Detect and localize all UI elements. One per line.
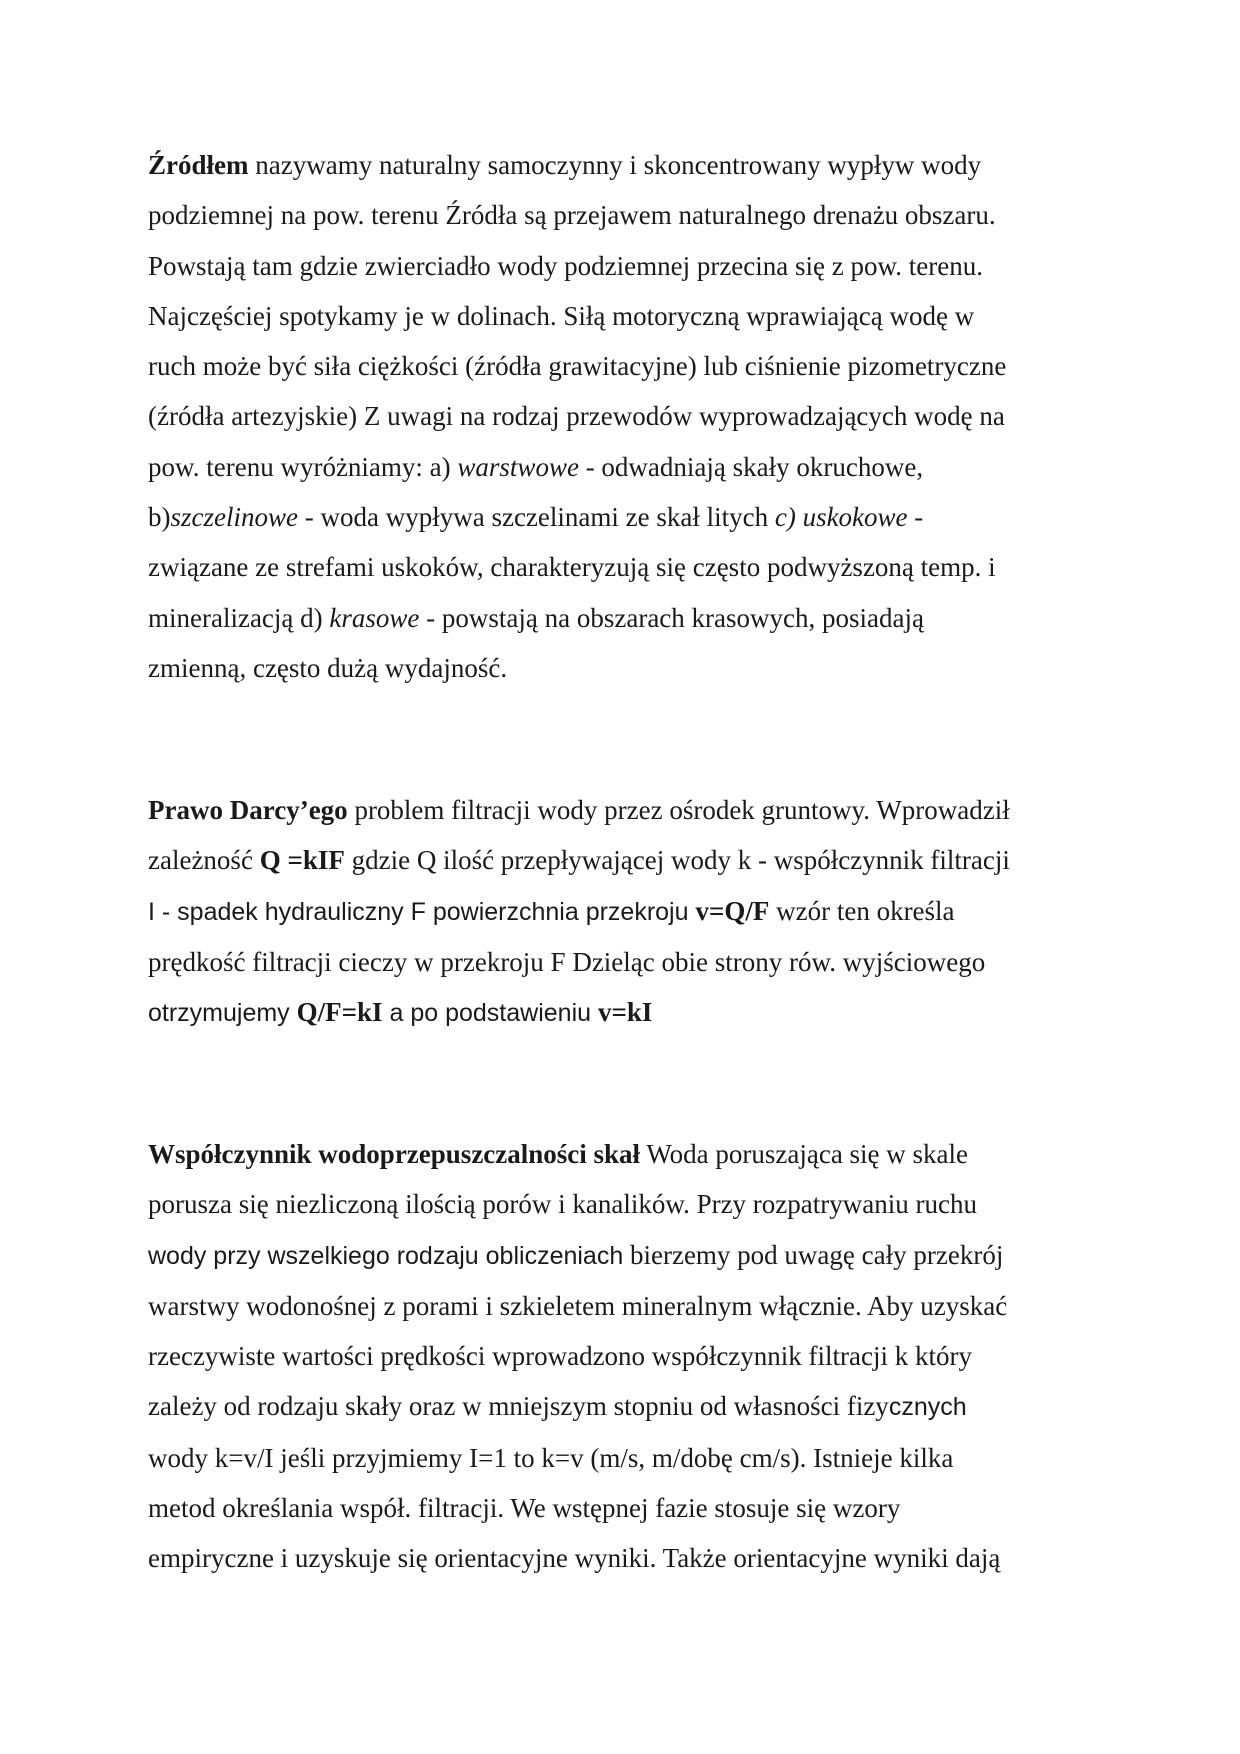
text-run: Najczęściej spotykamy je w dolinach. Siłą motoryczną wprawiającą wodę w xyxy=(148,300,975,331)
bold-term: v=Q/F xyxy=(695,895,770,926)
paragraph-zrodlo xyxy=(148,140,1098,693)
bold-term: Prawo Darcy’ego xyxy=(148,795,348,825)
text-run: cznych xyxy=(888,1393,967,1422)
text-line xyxy=(148,785,1098,835)
bold-term: Q/F=kI xyxy=(296,997,383,1028)
text-run: a po podstawieniu xyxy=(382,999,598,1028)
text-run: nazywamy naturalny samoczynny i skoncentrowany wypływ wody xyxy=(248,150,982,180)
text-line xyxy=(148,140,1098,190)
text-run: - odwadniają skały okruchowe, xyxy=(578,451,924,482)
text-line xyxy=(148,492,1098,542)
text-line xyxy=(148,643,1098,693)
bold-term: Współczynnik wodoprzepuszczalności skał xyxy=(148,1139,641,1169)
text-line xyxy=(148,1281,1098,1331)
text-run: podziemnej na pow. terenu Źródła są przejawem naturalnego drenażu obszaru. xyxy=(148,200,996,231)
text-run: wody k=v/I jeśli przyjmiemy I=1 to k=v (m/s, m/dobę cm/s). Istnieje kilka xyxy=(148,1442,954,1473)
text-line xyxy=(148,937,1098,987)
text-line xyxy=(148,442,1098,492)
text-line xyxy=(148,1381,1098,1432)
text-run: metod określania współ. filtracji. We wstępnej fazie stosuje się wzory xyxy=(148,1493,901,1524)
text-run: wzór ten określa xyxy=(769,895,955,926)
text-line xyxy=(148,1483,1098,1533)
text-run: empiryczne i uzyskuje się orientacyjne wyniki. Także orientacyjne wyniki dają xyxy=(148,1543,1001,1574)
text-line xyxy=(148,1179,1098,1229)
text-run: otrzymujemy xyxy=(148,999,297,1028)
text-line xyxy=(148,987,1098,1038)
text-line xyxy=(148,593,1098,643)
text-run: zmienną, często dużą wydajność. xyxy=(148,652,508,683)
text-line xyxy=(148,542,1098,592)
text-run: - powstają na obszarach krasowych, posiadają xyxy=(419,602,924,633)
text-line xyxy=(148,1533,1098,1583)
text-line xyxy=(148,886,1098,937)
bold-term: Q =kIF xyxy=(259,845,345,876)
text-line xyxy=(148,190,1098,240)
text-line xyxy=(148,291,1098,341)
italic-term: krasowe xyxy=(329,602,420,633)
text-run: warstwy wodonośnej z porami i szkieletem mineralnym włącznie. Aby uzyskać xyxy=(148,1290,1008,1321)
bold-term: Źródłem xyxy=(148,150,249,180)
text-run: ruch może być siła ciężkości (źródła grawitacyjne) lub ciśnienie pizometryczne xyxy=(148,351,1007,382)
text-run: mineralizacją d) xyxy=(148,602,330,633)
text-run: - woda wypływa szczelinami ze skał litych xyxy=(298,502,775,533)
text-run: Woda poruszająca się w skale xyxy=(640,1139,969,1169)
text-run: prędkość filtracji cieczy w przekroju F Dzieląc obie strony rów. wyjściowego xyxy=(148,946,986,977)
text-run: problem filtracji wody przez ośrodek gruntowy. Wprowadził xyxy=(347,795,1010,825)
text-line xyxy=(148,241,1098,291)
text-line xyxy=(148,1230,1098,1281)
text-run: (źródła artezyjskie) Z uwagi na rodzaj przewodów wyprowadzających wodę na xyxy=(148,401,1005,432)
text-run: Powstają tam gdzie zwierciadło wody podziemnej przecina się z pow. terenu. xyxy=(148,250,983,281)
text-run: związane ze strefami uskoków, charakteryzują się często podwyższoną temp. i xyxy=(148,552,996,583)
text-run: gdzie Q ilość przepływającej wody k - współczynnik filtracji xyxy=(344,845,1010,876)
text-run: I - spadek hydrauliczny F powierzchnia przekroju xyxy=(148,897,696,926)
italic-term: szczelinowe xyxy=(170,502,298,533)
italic-term: warstwowe xyxy=(457,451,579,482)
text-run: bierzemy pod uwagę cały przekrój xyxy=(623,1239,1004,1270)
text-line xyxy=(148,1433,1098,1483)
text-run: wody przy wszelkiego rodzaju obliczeniach xyxy=(148,1241,624,1270)
text-line xyxy=(148,1129,1098,1179)
text-run: porusza się niezliczoną ilością porów i kanalików. Przy rozpatrywaniu ruchu xyxy=(148,1189,977,1220)
paragraph-wspolczynnik-wodoprzepuszczalnosci xyxy=(148,1129,1098,1584)
paragraph-prawo-darcyego xyxy=(148,785,1098,1038)
text-run: zależy od rodzaju skały oraz w mniejszym stopniu od własności fizy xyxy=(148,1391,889,1422)
text-line xyxy=(148,1331,1098,1381)
text-line xyxy=(148,341,1098,391)
text-line xyxy=(148,835,1098,885)
text-line xyxy=(148,391,1098,441)
text-run: b) xyxy=(148,502,171,533)
text-run: zależność xyxy=(148,845,260,876)
text-run: pow. terenu wyróżniamy: a) xyxy=(148,451,458,482)
italic-term: c) uskokowe xyxy=(774,502,908,533)
text-run: rzeczywiste wartości prędkości wprowadzono współczynnik filtracji k który xyxy=(148,1341,972,1372)
bold-term: v=kI xyxy=(597,997,653,1028)
text-run: - xyxy=(907,502,924,533)
